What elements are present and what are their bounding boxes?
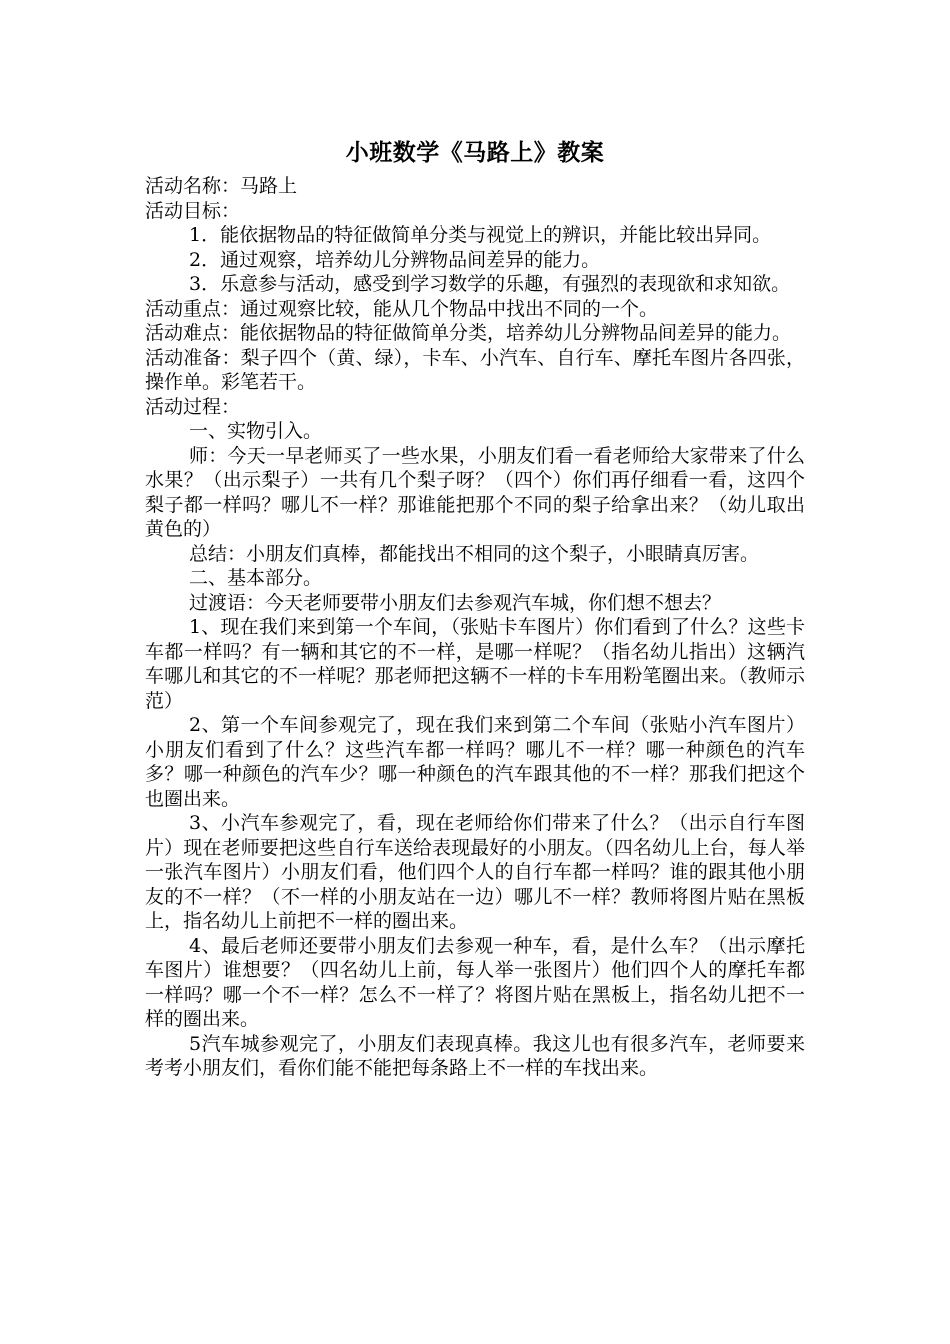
document-title: 小班数学《马路上》教案 [345,139,605,166]
paragraph-step-1: 1、现在我们来到第一个车间，（张贴卡车图片）你们看到了什么？这些卡车都一样吗？有一辆和其它的不一样，是哪一样呢？（指名幼儿指出）这辆汽车哪儿和其它的不一样呢？那老师把这辆不一样的卡车用粉笔圈出来。（教师示范） [145,616,805,712]
paragraph-section-1-heading: 一、实物引入。 [189,420,323,442]
paragraph-step-2: 2、第一个车间参观完了，现在我们来到第二个车间（张贴小汽车图片）小朋友们看到了什么？这些汽车都一样吗？哪儿不一样？哪一种颜色的汽车多？哪一种颜色的汽车少？哪一种颜色的汽车跟其他的不一样？那我们把这个也圈出来。 [145,714,805,810]
paragraph-difficulty: 活动难点：能依据物品的特征做简单分类，培养幼儿分辨物品间差异的能力。 [145,322,792,344]
paragraph-step-4: 4、最后老师还要带小朋友们去参观一种车，看，是什么车？（出示摩托车图片）谁想要？（四名幼儿上前，每人举一张图片）他们四个人的摩托车都一样吗？哪一个不一样？怎么不一样了？将图片贴在黑板上，指名幼儿把不一样的圈出来。 [145,934,805,1030]
paragraph-section-2-heading: 二、基本部分。 [189,567,323,589]
paragraph-step-3: 3、小汽车参观完了，看，现在老师给你们带来了什么？（出示自行车图片）现在老师要把这些自行车送给表现最好的小朋友。（四名幼儿上台，每人举一张汽车图片）小朋友们看，他们四个人的自行车都一样吗？谁的跟其他小朋友的不一样？（不一样的小朋友站在一边）哪儿不一样？教师将图片贴在黑板上，指名幼儿上前把不一样的圈出来。 [145,812,805,932]
paragraph-goal-1: 1．能依据物品的特征做简单分类与视觉上的辨识，并能比较出异同。 [189,224,772,246]
paragraph-transition: 过渡语：今天老师要带小朋友们去参观汽车城，你们想不想去？ [189,591,722,614]
paragraph-key-point: 活动重点：通过观察比较，能从几个物品中找出不同的一个。 [145,297,659,320]
paragraph-activity-name: 活动名称：马路上 [145,175,298,197]
paragraph-goal-3: 3．乐意参与活动，感受到学习数学的乐趣，有强烈的表现欲和求知欲。 [189,273,791,295]
paragraph-step-5: 5汽车城参观完了，小朋友们表现真棒。我这儿也有很多汽车，老师要来考考小朋友们，看你们能不能把每条路上不一样的车找出来。 [145,1032,805,1079]
paragraph-goals-heading: 活动目标： [145,199,241,222]
document-page [145,138,805,1081]
paragraph-preparation: 活动准备：梨子四个（黄、绿），卡车、小汽车、自行车、摩托车图片各四张，操作单。彩笔若干。 [145,346,805,393]
paragraph-teacher-intro: 师：今天一早老师买了一些水果，小朋友们看一看老师给大家带来了什么水果？（出示梨子）一共有几个梨子呀？（四个）你们再仔细看一看，这四个梨子都一样吗？哪儿不一样？那谁能把那个不同的梨子给拿出来？（幼儿取出黄色的） [145,444,805,540]
paragraph-goal-2: 2．通过观察，培养幼儿分辨物品间差异的能力。 [189,248,601,271]
paragraph-process-heading: 活动过程： [145,395,241,418]
paragraph-summary: 总结：小朋友们真棒，都能找出不相同的这个梨子，小眼睛真厉害。 [189,542,760,565]
